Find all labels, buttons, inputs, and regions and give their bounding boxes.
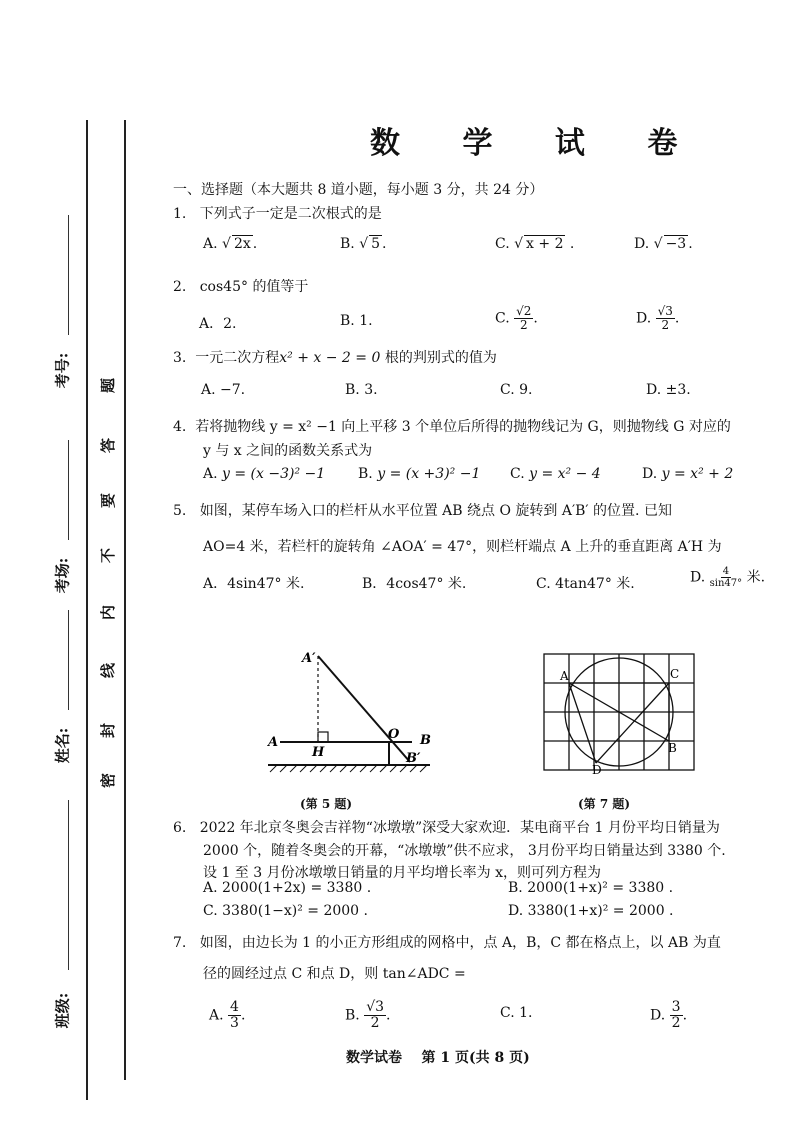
q6-option-b[interactable] xyxy=(508,880,673,896)
sqrt-radicand: −3 xyxy=(665,236,687,252)
figure-7-diagram xyxy=(540,650,700,775)
option-label: C. xyxy=(495,236,510,252)
question-text: 如图，由边长为 1 的小正方形组成的网格中，点 A，B，C 都在格点上，以 AB 为直 xyxy=(199,935,721,951)
option-label: A. xyxy=(203,236,218,252)
sqrt-radicand: x + 2 xyxy=(526,236,564,252)
name-blank[interactable] xyxy=(68,610,70,710)
q2-option-b[interactable]: B. 1. xyxy=(340,313,373,329)
option-math: y = (x +3)² −1 xyxy=(377,466,481,482)
q5-option-a[interactable]: A．4sin47° 米. xyxy=(203,576,305,592)
figure-7-caption: (第 7 题) xyxy=(578,797,631,811)
q6-option-d[interactable] xyxy=(508,903,674,919)
q7-option-a[interactable]: A. $\frac{4}{3}$ . xyxy=(209,999,246,1031)
fraction xyxy=(364,1000,386,1031)
figure-5-caption: (第 5 题) xyxy=(300,797,353,811)
section-heading: 一、选择题（本大题共 8 道小题，每小题 3 分，共 24 分） xyxy=(173,182,544,198)
question-text: 一元二次方程 xyxy=(195,350,280,366)
question-7-stem xyxy=(173,932,721,952)
fig7-label-c: C xyxy=(670,667,680,681)
fig5-label-a: A xyxy=(268,735,279,750)
seal-char: 不 xyxy=(99,547,118,564)
question-text: cos45° 的值等于 xyxy=(199,279,309,295)
q6-option-a[interactable] xyxy=(203,880,371,896)
option-label: D. xyxy=(642,466,658,482)
q5-option-b[interactable]: B．4cos47° 米. xyxy=(362,576,467,592)
fig5-label-b: B xyxy=(420,733,431,748)
option-label: B. xyxy=(358,466,373,482)
fraction: $\frac{√2}{2}$ xyxy=(516,304,532,332)
q4-option-d[interactable] xyxy=(642,466,733,482)
question-6-stem-line3: 设 1 至 3 月份冰墩墩日销量的月平均增长率为 x，则可列方程为 xyxy=(203,865,601,881)
exam-room-label: 考场: xyxy=(53,557,72,594)
binding-line-outer xyxy=(86,120,88,1100)
question-3-stem xyxy=(173,347,497,367)
equation: x² + x − 2 = 0 xyxy=(279,350,381,366)
question-4-stem xyxy=(173,416,731,436)
sqrt-radicand: 2x xyxy=(233,236,251,252)
class-blank[interactable] xyxy=(68,800,70,970)
option-label: B. xyxy=(340,236,355,252)
fig5-label-b-prime: B′ xyxy=(406,751,421,766)
page-footer: 数学试卷 第 1 页(共 8 页) xyxy=(346,1050,530,1066)
question-6-stem-line2: 2000 个，随着冬奥会的开幕，“冰墩墩”供不应求， 3月份平均日销量达到 3380 个. xyxy=(203,843,726,859)
class-label: 班级: xyxy=(53,992,72,1029)
fig7-label-d: D xyxy=(592,763,602,775)
fraction: $\frac{√3}{2}$ xyxy=(657,304,673,332)
question-number: 6. xyxy=(173,820,187,836)
q4-option-b[interactable] xyxy=(358,466,480,482)
question-number: 7. xyxy=(173,935,187,951)
option-label: A. xyxy=(203,466,218,482)
q2-option-d[interactable]: D. $\frac{√3}{2}$ . xyxy=(636,304,680,332)
q1-option-a[interactable]: A. √ 2x . xyxy=(203,236,258,252)
option-math: 3380(1−x)² = 2000 . xyxy=(222,903,368,919)
seal-char: 线 xyxy=(99,662,118,679)
q4-option-c[interactable] xyxy=(510,466,601,482)
figure-5-diagram xyxy=(262,646,437,776)
option-label: A. xyxy=(203,880,218,896)
q6-option-c[interactable] xyxy=(203,903,368,919)
fraction-numerator: 4 xyxy=(722,566,730,577)
option-math: 2000(1+x)² = 3380 . xyxy=(527,880,674,896)
q3-option-a[interactable]: A. −7. xyxy=(201,382,246,398)
option-math: y = x² + 2 xyxy=(661,466,734,482)
q5-option-c[interactable]: C. 4tan47° 米. xyxy=(536,576,635,592)
fraction xyxy=(228,1000,241,1031)
q3-option-b[interactable]: B. 3. xyxy=(345,382,378,398)
fig5-label-a-prime: A′ xyxy=(302,651,316,666)
exam-number-blank[interactable] xyxy=(68,215,70,335)
option-label: D. xyxy=(508,903,524,919)
fraction-denominator: 2 xyxy=(671,1015,681,1031)
question-7-stem-line2: 径的圆经过点 C 和点 D，则 tan∠ADC = xyxy=(203,966,466,982)
option-label: B. xyxy=(508,880,523,896)
q3-option-c[interactable]: C. 9. xyxy=(500,382,533,398)
q4-option-a[interactable] xyxy=(203,466,325,482)
binding-line-inner xyxy=(124,120,126,1080)
fraction-numerator: √3 xyxy=(366,999,385,1015)
fig7-label-b: B xyxy=(668,741,677,755)
q2-option-a[interactable]: A．2. xyxy=(199,316,237,332)
sqrt-radicand: 5 xyxy=(371,236,381,252)
seal-char: 内 xyxy=(99,604,118,621)
fraction xyxy=(710,566,743,589)
option-label: D. xyxy=(650,1007,666,1024)
question-number: 5. xyxy=(173,503,187,519)
option-label: D. xyxy=(636,310,652,327)
seal-char: 要 xyxy=(99,492,118,509)
option-math: 2000(1+2x) = 3380 . xyxy=(222,880,372,896)
fig7-label-a: A xyxy=(560,669,569,683)
question-6-stem xyxy=(173,817,720,837)
exam-number-label: 考号: xyxy=(53,352,72,389)
question-text: 2022 年北京冬奥会吉祥物“冰墩墩”深受大家欢迎．某电商平台 1 月份平均日销量为 xyxy=(199,820,720,836)
q7-option-d[interactable]: D. $\frac{3}{2}$ . xyxy=(650,999,688,1031)
option-label: C. xyxy=(510,466,525,482)
fraction-denominator: 3 xyxy=(230,1015,239,1031)
question-4-stem-line2: y 与 x 之间的函数关系式为 xyxy=(203,443,373,459)
q7-option-c[interactable]: C. 1. xyxy=(500,1005,533,1021)
question-text: 如图，某停车场入口的栏杆从水平位置 AB 绕点 O 旋转到 A′B′ 的位置. 已知 xyxy=(199,503,672,519)
option-label: D. xyxy=(690,569,706,586)
question-number: 1. xyxy=(173,206,187,222)
seal-char: 密 xyxy=(99,772,118,789)
page-title: 数 学 试 卷 xyxy=(370,126,704,161)
option-label: A. xyxy=(209,1007,224,1024)
seal-char: 答 xyxy=(99,437,118,454)
q1-option-d[interactable]: D. √ −3 . xyxy=(634,236,693,252)
fraction xyxy=(670,1000,683,1031)
fig5-label-o: O xyxy=(388,727,400,742)
name-label: 姓名: xyxy=(53,727,72,764)
question-number: 3. xyxy=(173,350,187,366)
q1-option-b[interactable]: B. √ 5 . xyxy=(340,236,387,252)
option-math: y = x² − 4 xyxy=(529,466,601,482)
q1-option-c[interactable]: C. √ x + 2 . xyxy=(495,236,575,252)
question-text: 根的判别式的值为 xyxy=(384,350,497,366)
question-text: 若将抛物线 y = x² −1 向上平移 3 个单位后所得的抛物线记为 G，则抛物线 G 对应的 xyxy=(195,419,731,435)
question-1-stem xyxy=(173,203,382,223)
question-5-stem xyxy=(173,500,672,520)
fraction-denominator: 2 xyxy=(370,1015,380,1031)
q3-option-d[interactable]: D. ±3. xyxy=(646,382,691,398)
option-unit: 米. xyxy=(746,569,766,586)
fig5-label-h: H xyxy=(312,745,325,760)
q2-option-c[interactable]: C. $\frac{√2}{2}$ . xyxy=(495,304,538,332)
fraction-denominator: sin47° xyxy=(709,578,743,589)
fraction-numerator: 3 xyxy=(671,999,681,1015)
seal-char: 题 xyxy=(99,377,118,394)
q7-option-b[interactable]: B. $\frac{√3}{2}$ . xyxy=(345,999,391,1031)
option-label: C. xyxy=(203,903,218,919)
option-math: y = (x −3)² −1 xyxy=(222,466,326,482)
q5-option-d[interactable] xyxy=(690,566,765,589)
question-2-stem xyxy=(173,276,308,296)
option-label: C. xyxy=(495,310,510,327)
option-label: D. xyxy=(634,236,650,252)
option-label: B. xyxy=(345,1007,360,1024)
question-5-stem-line2: AO=4 米，若栏杆的旋转角 ∠AOA′ = 47°，则栏杆端点 A 上升的垂直距离 A′H 为 xyxy=(203,539,722,555)
option-math: 3380(1+x)² = 2000 . xyxy=(527,903,674,919)
seal-char: 封 xyxy=(99,722,118,739)
question-number: 2. xyxy=(173,279,187,295)
fraction-numerator: 4 xyxy=(230,999,239,1015)
question-text: 下列式子一定是二次根式的是 xyxy=(199,206,382,222)
exam-room-blank[interactable] xyxy=(68,440,70,540)
question-number: 4. xyxy=(173,419,187,435)
